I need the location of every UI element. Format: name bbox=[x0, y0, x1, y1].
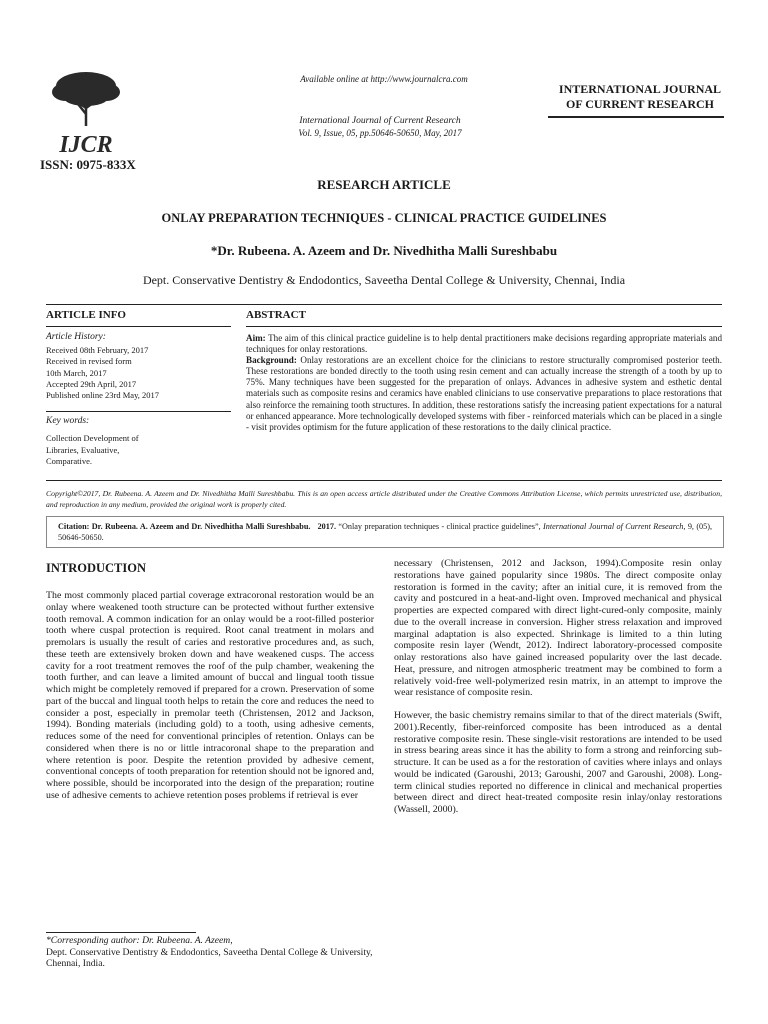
background-label: Background: bbox=[246, 355, 297, 366]
abstract-heading-rule bbox=[246, 326, 722, 327]
aim-label: Aim: bbox=[246, 333, 266, 343]
keywords-label: Key words: bbox=[46, 416, 90, 427]
brand-line-2: OF CURRENT RESEARCH bbox=[565, 97, 715, 111]
history-item: Accepted 29th April, 2017 bbox=[46, 378, 137, 389]
history-item: 10th March, 2017 bbox=[46, 367, 107, 378]
body-paragraph: necessary (Christensen, 2012 and Jackson, 1994).Composite resin onlay restorations have gained popularity since 1980s. The direct composite onlay restoration is formed in the cavity; after an initial cure, it is removed from the cavity and postcured in a heat-and-light oven. Improved mechanical and physical properties are expected compared with direct light-cured-only composite, mainly due to the overall increase in conversion. Higher stress relaxation and improved marginal adaptation is also expected. Shrinkage is limited to a thin luting composite resin layer (Wendt, 2012). Indirect laboratory-processed composite onlay restorations also have gained increased popularity over the last decade. Heat, pressure, and nitrogen atmospheric treatment may be combined to form a relatively void-free well-polymerized resin matrix, in an attempt to improve the wear resistance of composite resin. bbox=[394, 558, 722, 699]
history-item: Received in revised form bbox=[46, 356, 132, 367]
issn: ISSN: 0975-833X bbox=[40, 157, 136, 172]
citation-title: “Onlay preparation techniques - clinical practice guidelines”, bbox=[336, 522, 541, 531]
info-divider bbox=[46, 411, 231, 412]
body-column-right bbox=[394, 558, 722, 827]
body-paragraph: However, the basic chemistry remains similar to that of the direct materials (Swift, 2001).Recently, fiber-reinforced composite has been introduced as a dental restorative composite resin. These single-visit restorations are intended to be used in stress bearing areas since it has the ability to form a strong and reinforcing sub-structure. It can be used as a for the restoration of cavities where inlays and onlays would be indicated (Garoushi, 2013; Garoushi, 2007 and Garoushi, 2008). Long-term clinical studies reported no difference in clinical and mechanical properties between direct and direct heat-treated composite resin inlay/onlay restorations (Wassell, 2000). bbox=[394, 710, 722, 815]
abstract-body bbox=[246, 333, 722, 433]
corresponding-author bbox=[46, 935, 374, 970]
introduction-heading: INTRODUCTION bbox=[46, 561, 147, 575]
abstract-heading: ABSTRACT bbox=[246, 309, 306, 321]
brand-line-1: INTERNATIONAL JOURNAL bbox=[558, 82, 722, 96]
journal-brand bbox=[540, 82, 740, 112]
keyword: Collection Development of bbox=[46, 433, 139, 444]
history-item: Received 08th February, 2017 bbox=[46, 345, 149, 356]
citation-authors: Dr. Rubeena. A. Azeem and Dr. Nivedhitha Malli Sureshbabu. bbox=[89, 522, 311, 531]
article-info-heading: ARTICLE INFO bbox=[46, 309, 126, 321]
body-paragraph: The most commonly placed partial coverage extracoronal restoration would be an onlay where weakened tooth structure can be protected without further extensive tooth removal. A common indication for an onlay would be a root-filled posterior tooth where cuspal protection is required. Root canal treatment in molars and premolars is usually the result of caries and restorative procedures and, as such, these teeth are extensively broken down and have weakened cusps. The access cavity for a root treatment removes the roof of the pulp chamber, weakening the tooth further, and can leave a limited amount of buccal and lingual tooth tissue which might be completely removed if prepared for a crown. Preservation of some part of the buccal and lingual tooth helps to retain the core and reduces the need to consider a post, especially in premolar teeth (Christensen, 2012 and Jackson, 1994). Bonding materials (including gold) to a tooth, using adhesive cements, reduces some of the need for conventional principles of retention. Onlays can be considered when there is no or little intracoronal shape to the preparation and where retention is poor. Despite the retention provided by adhesive cement, conventional concepts of tooth preparation for retention should not be ignored and, where possible, should be incorporated into the design of the preparation; routine use of adhesive cements to achieve retention poses problems if retrieval is ever bbox=[46, 590, 374, 801]
article-title: ONLAY PREPARATION TECHNIQUES - CLINICAL PRACTICE GUIDELINES bbox=[161, 211, 607, 225]
citation-text bbox=[58, 521, 712, 543]
background-text: Onlay restorations are an excellent choice for the clinicians to restore structurally compromised posterior teeth. These restorations are bonded directly to the tooth using resin cement and can actually increase the strength of a tooth by up to 75%. Many techniques have been suggested for the preparation of onlays. Advances in adhesive system and esthetic dental materials such as composite resins and ceramics have enabled clinicians to use conservative preparations to place restorations that also reinforce the remaining tooth structures. In addition, these restorations satisfy the increasing patient expectations for a natural or enhanced appearance. More technologically developed systems with fiber - reinforced materials which can be placed in a single - visit provides optimism for the future application of these restorations to the daily clinical practice. bbox=[246, 355, 722, 432]
bottom-rule bbox=[46, 480, 722, 481]
article-affiliation: Dept. Conservative Dentistry & Endodontics, Saveetha Dental College & University, Chennai, India bbox=[142, 273, 626, 287]
brand-underline bbox=[548, 116, 724, 118]
citation-journal: International Journal of Current Research bbox=[543, 522, 684, 531]
corresponding-address: Dept. Conservative Dentistry & Endodontics, Saveetha Dental College & University, Chennai, India. bbox=[46, 946, 373, 969]
info-heading-rule bbox=[46, 326, 231, 327]
available-online-link[interactable]: Available online at http://www.journalcra.com bbox=[300, 74, 468, 84]
logo-text: IJCR bbox=[59, 132, 113, 158]
article-authors: *Dr. Rubeena. A. Azeem and Dr. Nivedhitha Malli Sureshbabu bbox=[210, 243, 558, 258]
keyword: Comparative. bbox=[46, 455, 93, 466]
history-label: Article History: bbox=[46, 332, 106, 342]
corresponding-label: *Corresponding author: Dr. Rubeena. A. Azeem, bbox=[46, 935, 233, 946]
top-rule bbox=[46, 304, 722, 305]
citation-label: Citation: bbox=[58, 522, 90, 531]
volume-info: Vol. 9, Issue, 05, pp.50646-50650, May, 2017 bbox=[298, 128, 462, 138]
footnote-rule bbox=[46, 932, 196, 933]
citation-pages: , 9, (05), 50646-50650. bbox=[58, 522, 713, 542]
copyright-notice: Copyright©2017, Dr. Rubeena. A. Azeem and Dr. Nivedhitha Malli Sureshbabu. This is an open access article distributed under the Creative Commons Attribution License, which permits unrestricted use, distribution, and reproduction in any medium, provided the original work is properly cited. bbox=[46, 489, 722, 509]
article-type: RESEARCH ARTICLE bbox=[317, 177, 451, 192]
history-item: Published online 23rd May, 2017 bbox=[46, 390, 160, 401]
aim-text: The aim of this clinical practice guideline is to help dental practitioners make decisions regarding appropriate materials and techniques for onlay restorations. bbox=[246, 333, 722, 355]
citation-year: 2017. bbox=[317, 522, 336, 531]
article-info-panel bbox=[46, 332, 231, 467]
body-column-left bbox=[46, 590, 374, 802]
journal-name: International Journal of Current Research bbox=[299, 116, 461, 126]
keyword: Libraries, Evaluative, bbox=[46, 444, 120, 455]
